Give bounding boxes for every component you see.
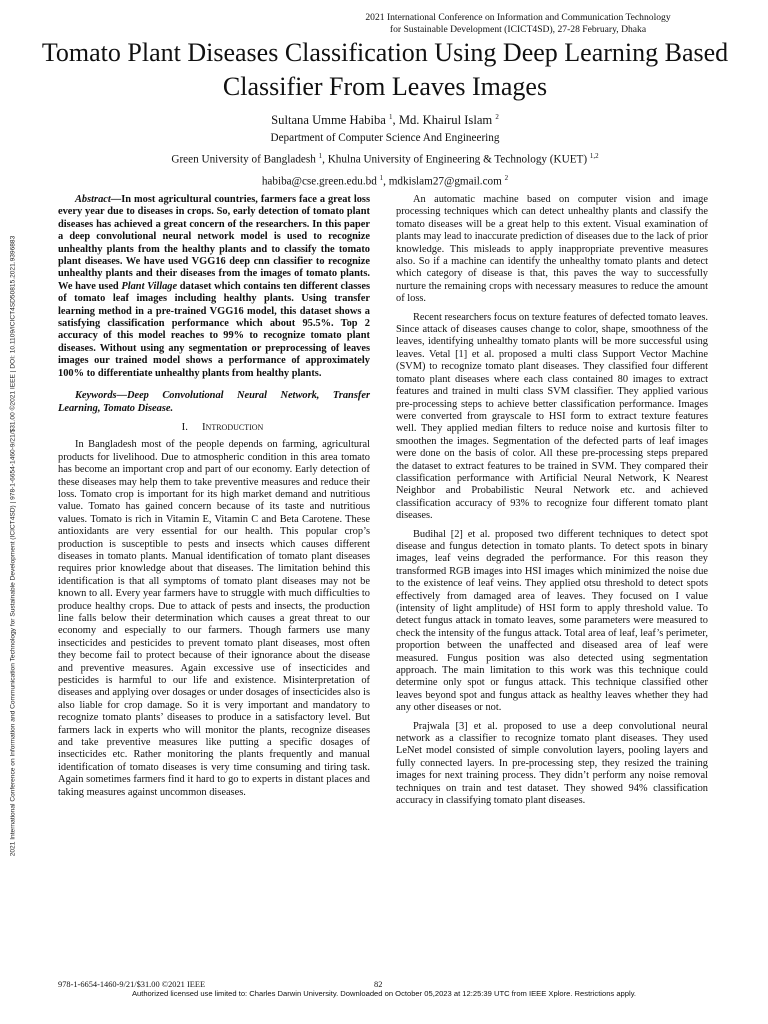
email-2[interactable]: mdkislam27@gmail.com [388,175,502,188]
right-paragraph-3: Budihal [2] et al. proposed two different techniques to detect spot disease and fungus detection in tomato plants. To detect spots in binary images, leaf veins degraded the performance. For this reason they transformed RGB images into HSI images which minimized the noise due to the existence of leaf veins. They applied otsu threshold to detect spots effectively from damaged area of leaves. They focused on I value (intensity of light amplitude) of HSI form to apply threshold value. To detect fungus attack in tomato leaves, some parameters were measured to check the intensity of the fungus attack. Total area of leaf, leaf’s perimeter, proportion between the unaffected and diseased area of leaf were measured. Fungus position was also detected using segmentation approach. The main limitation to this work was this technique could determine only spot or fungus attack. This technique classified other leaves beyond spot and fungus attack as healthy leaves whether they had any other diseases or not. [396,528,708,714]
keywords: Keywords—Deep Convolutional Neural Network, Transfer Learning, Tomato Disease. [58,390,370,414]
conference-line-2: for Sustainable Development (ICICT4SD), 27-28 February, Dhaka [389,24,647,35]
right-column [396,194,708,814]
abstract [58,194,370,380]
email-2-sup: 2 [504,173,509,182]
affiliation-2-sup: 1,2 [589,152,599,161]
author-2-name: Md. Khairul Islam [398,113,493,128]
abstract-text-1: In most agricultural countries, farmers face a great loss every year due to diseases in crops. So, early detection of tomato plant diseases has achieved a great concern of the researchers. In this paper a deep convolutional neural network model is used to recognize unhealthy plants from the healthy plants and to classify the tomato plant diseases. We have used VGG16 deep cnn classifier to recognize unhealthy plants and their diseases from the images of tomato plants. We have used [58,194,370,292]
affiliation-2: Khulna University of Engineering & Technology (KUET) [327,153,588,166]
author-1-sup: 1 [389,113,393,121]
abstract-dash: — [110,194,122,205]
right-paragraph-4: Prajwala [3] et al. proposed to use a deep convolutional neural network as a classifier to recognize tomato plant diseases. They used LeNet model consisted of simple convolution layers, pooling layers and fully connected layers. In pre-processing step, they resized the training images for next training process. They didn’t perform any noise removal techniques on train and test dataset. They showed 94% classification accuracy in classifying tomato plant diseases. [396,720,708,807]
abstract-dataset-name: Plant Village [121,280,178,292]
section-number: I. [181,420,188,433]
side-citation-strip [4,115,22,977]
right-paragraph-1: An automatic machine based on computer vision and image processing techniques which can detect unhealthy plants and classify the tomato diseases will be a great help to this extent. Visual examination of plants may lead to inaccurate prediction of diseases due to the lack of prior knowledge. This misleads to apply inappropriate preventive measures also. So if a machine can identify the unhealthy tomato plants and detect which category of disease is that, this paves the way to successfully nurture the remaining crops with necessary measures to reduce the amount of loss. [396,194,708,305]
author-block [40,108,730,191]
author-1-name: Sultana Umme Habiba [271,113,386,128]
paper-title: Tomato Plant Diseases Classification Using Deep Learning Based Classifier From Leaves Images [41,38,729,101]
email-1-sup: 1 [379,173,384,182]
right-paragraph-2: Recent researchers focus on texture features of defected tomato leaves. Since attack of diseases causes change to color, shape, smoothness of the leaves, identifying unhealthy tomato plants will be more successful using leaves. Vetal [1] et al. proposed a multi class Support Vector Machine (SVM) to recognize tomato plant diseases. They classified four different tomato plant diseases where each class contained 80 images to extract features and trained in multi class SVM classifier. They applied various pre-processing steps to achieve better classification performance. Images were converted from grayscale to HSI form to extract texture features well. They applied median filters to reduce noise and kurtosis filter to smoothen the images. Segmentation of the defected parts of leaf images were done on the basis of color. All these pre-processing steps prepared the dataset to extract features to be trained in SVM. They compared their classification performance with Artificial Neural Network, K Nearest Neighbor and Probabilistic Neural Network etc. and achieved classification accuracy of 93% to recognize four different tomato plant diseases. [396,311,708,522]
page-number: 82 [374,980,383,989]
section-title: Introduction [201,420,264,433]
author-2-sup: 2 [495,113,499,121]
left-column [58,194,370,805]
left-paragraph-1: In Bangladesh most of the people depends on farming, agricultural products for livelihood. Due to atmospheric condition in this area tomato has become an important crop and part of our economy. Early detection of these diseases may help them to take preventive measures and reduce their loss. Tomato crop is important for its high market demand and nutritious value. Tomato has gained concern because of its taste and nutritious values. Tomato is rich in Vitamin E, Vitamin C and Beta Carotene. These antioxidants are very essential for our health. This popular crop’s production is susceptible to pests and insects which causes different diseases in tomato plants. Manual identification of tomato plant diseases requires prior knowledge about that diseases. The limitation behind this identification is that all symptoms of tomato plant diseases may not be known to all. Every year farmers have to struggle with much difficulties to produce healthy crops. Due to attack of pests and insects, the production line falls below their determination which causes a great threat to our economy and especially to our farmers. Though farmers use many insecticides and pesticides to prevent tomato plant diseases, most often they become fail to protect because of their ignorance about the disease and preventive measures. Again excessive use of insecticides and pesticides is harmful to our life and existence. Misinterpretation of diseases and applying over dosages or under dosages of insecticides also is also liable for crop damage. So it is very important and mandatory to recognize tomato plants’ diseases to produce in a satisfactory level. But farmers lack in experts who will monitor the plants, recognize diseases and take preventive measures like putting a specific dosages of insecticides etc. Rather monitoring the plants frequently and manual identification of tomato diseases is very time consuming and tiring task. Again sometimes farmers find it hard to go to experts in distant places and taking measures against uncommon diseases. [58,439,370,798]
affiliation-1: Green University of Bangladesh [171,153,316,166]
section-heading-introduction [58,421,370,433]
affiliations: Green University of Bangladesh $^1$, Khulna University of Engineering & Technology (KUET) $^{1,2}$ [171,152,599,166]
conference-line-1: 2021 International Conference on Information and Communication Technology [365,12,671,23]
license-notice: Authorized licensed use limited to: Charles Darwin University. Downloaded on October 05,2023 at 12:25:39 UTC from IEEE Xplore. Restrictions apply. [131,989,637,998]
emails: habiba@cse.green.edu.bd $^1$, mdkislam27@gmail.com $^2$ [261,173,509,188]
affiliation-1-sup: 1 [318,152,323,161]
conference-header [328,12,708,36]
author-names: Sultana Umme Habiba $^1$, Md. Khairul Islam $^2$ [271,113,499,128]
department: Department of Computer Science And Engineering [270,132,500,145]
email-1[interactable]: habiba@cse.green.edu.bd [261,175,377,188]
abstract-text-2: dataset which contains ten different classes of tomato leaf images including healthy plants. Using transfer learning method in a pre-trained VGG16 model, this dataset shows a satisfying classification performance which about 95.5%. Top 2 accuracy of this model reaches to 99% to recognize tomato plant diseases. Without using any segmentation or preprocessing of leaves images our trained model shows a performance of approximately 100% to differentiate unhealthy plants from healthy plants. [58,280,370,379]
footer-isbn: 978-1-6654-1460-9/21/$31.00 ©2021 IEEE [58,980,206,989]
abstract-label: Abstract [75,194,111,205]
side-citation-text: 2021 International Conference on Information and Communication Technology for Sustainable Development (ICICT4SD) | 978-1-6654-1460-9/21/$31.00 ©2021 IEEE | DOI: 10.1109/ICICT4SD50815.2021.9396883 [9,235,17,857]
